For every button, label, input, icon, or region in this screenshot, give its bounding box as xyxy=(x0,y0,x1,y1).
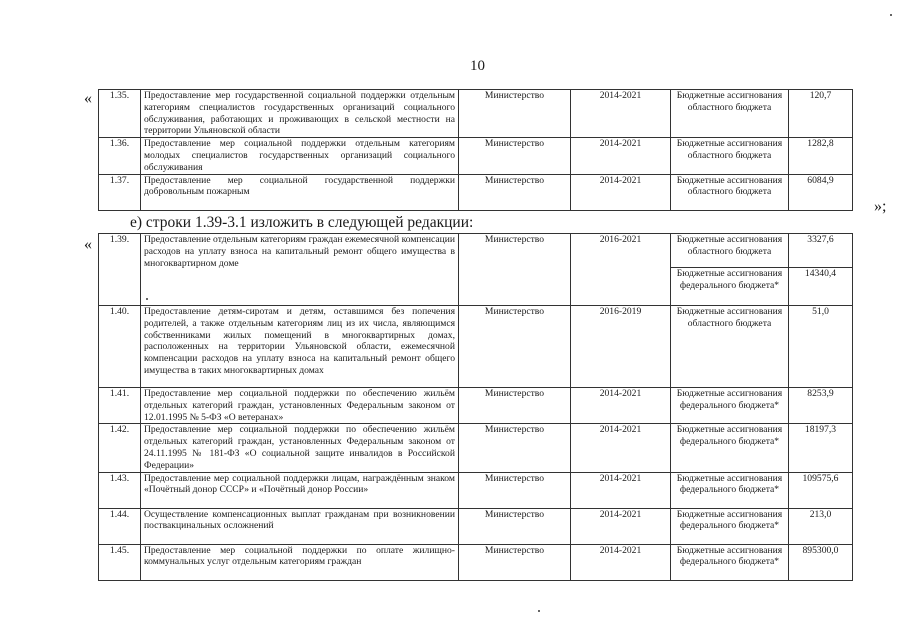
responsible-body: Министерство xyxy=(459,508,571,544)
funding-source: Бюджетные ассигнования федерального бюджета* xyxy=(671,544,789,580)
table-row xyxy=(99,138,853,174)
row-number: 1.37. xyxy=(99,174,141,210)
funding-amount: 1282,8 xyxy=(789,138,853,174)
implementation-years: 2014-2021 xyxy=(571,424,671,472)
funding-source: Бюджетные ассигнования федерального бюджета* xyxy=(671,388,789,424)
funding-source: Бюджетные ассигнования областного бюджета xyxy=(671,234,789,268)
responsible-body: Министерство xyxy=(459,472,571,508)
responsible-body: Министерство xyxy=(459,306,571,388)
implementation-years: 2016-2019 xyxy=(571,306,671,388)
responsible-body: Министерство xyxy=(459,174,571,210)
measure-name: Предоставление мер социальной поддержки отдельным категориям молодых специалистов государственных организаций социального обслуживания xyxy=(141,138,459,174)
table-row xyxy=(99,424,853,472)
measure-name: Предоставление мер государственной социальной поддержки отдельным категориям специалистов государственных организаций социального обслуживания, работающих и проживающих в сельской местности на территории Ульяновской области xyxy=(141,90,459,138)
measure-name: Предоставление мер социальной поддержки лицам, награждённым знаком «Почётный донор СССР» и «Почётный донор России» xyxy=(141,472,459,508)
funding-amount: 18197,3 xyxy=(789,424,853,472)
funding-source: Бюджетные ассигнования областного бюджета xyxy=(671,306,789,388)
measure-name: Предоставление мер социальной государственной поддержки добровольным пожарным xyxy=(141,174,459,210)
table-row xyxy=(99,174,853,210)
responsible-body: Министерство xyxy=(459,388,571,424)
table-row xyxy=(99,508,853,544)
programme-table-top xyxy=(98,89,853,211)
implementation-years: 2014-2021 xyxy=(571,544,671,580)
funding-amount: 120,7 xyxy=(789,90,853,138)
row-number: 1.40. xyxy=(99,306,141,388)
table-row xyxy=(99,306,853,388)
table-row xyxy=(99,90,853,138)
table-row xyxy=(99,234,853,268)
table-row xyxy=(99,544,853,580)
funding-amount: 3327,6 xyxy=(789,234,853,268)
implementation-years: 2014-2021 xyxy=(571,174,671,210)
funding-source: Бюджетные ассигнования федерального бюджета* xyxy=(671,424,789,472)
funding-source: Бюджетные ассигнования федерального бюджета* xyxy=(671,508,789,544)
close-quote: »; xyxy=(874,198,887,215)
responsible-body: Министерство xyxy=(459,544,571,580)
row-number: 1.45. xyxy=(99,544,141,580)
table-row xyxy=(99,472,853,508)
page-number: 10 xyxy=(470,58,485,74)
funding-source: Бюджетные ассигнования областного бюджета xyxy=(671,174,789,210)
funding-amount: 14340,4 xyxy=(789,268,853,306)
table-row xyxy=(99,388,853,424)
measure-name: Предоставление детям-сиротам и детям, оставшимся без попечения родителей, а также отдельным категориям лиц из их числа, являющимся собственниками жилых помещений в многоквартирных домах, расположенных на территории Ульяновской области, ежемесячной компенсации расходов на уплату взноса на капитальный ремонт общего имущества в таких многоквартирных домах xyxy=(141,306,459,388)
funding-amount: 109575,6 xyxy=(789,472,853,508)
speck xyxy=(538,610,540,612)
programme-table-bottom xyxy=(98,233,853,581)
funding-amount: 213,0 xyxy=(789,508,853,544)
implementation-years: 2016-2021 xyxy=(571,234,671,306)
implementation-years: 2014-2021 xyxy=(571,138,671,174)
responsible-body: Министерство xyxy=(459,424,571,472)
row-number: 1.42. xyxy=(99,424,141,472)
implementation-years: 2014-2021 xyxy=(571,388,671,424)
speck xyxy=(146,298,148,300)
funding-source: Бюджетные ассигнования областного бюджета xyxy=(671,138,789,174)
funding-amount: 8253,9 xyxy=(789,388,853,424)
measure-name: Предоставление мер социальной поддержки по обеспечению жильём отдельных категорий граждан, установленных Федеральным законом от 12.01.1995 № 5-ФЗ «О ветеранах» xyxy=(141,388,459,424)
row-number: 1.41. xyxy=(99,388,141,424)
measure-name: Предоставление мер социальной поддержки по оплате жилищно-коммунальных услуг отдельным категориям граждан xyxy=(141,544,459,580)
implementation-years: 2014-2021 xyxy=(571,90,671,138)
row-number: 1.39. xyxy=(99,234,141,306)
row-number: 1.36. xyxy=(99,138,141,174)
funding-amount: 51,0 xyxy=(789,306,853,388)
measure-name: Предоставление мер социальной поддержки по обеспечению жильём отдельных категорий граждан, установленных Федеральным законом от 24.11.1995 № 181-ФЗ «О социальной защите инвалидов в Российской Федерации» xyxy=(141,424,459,472)
responsible-body: Министерство xyxy=(459,138,571,174)
responsible-body: Министерство xyxy=(459,234,571,306)
instruction-text: е) строки 1.39-3.1 изложить в следующей редакции: xyxy=(130,214,474,231)
row-number: 1.35. xyxy=(99,90,141,138)
implementation-years: 2014-2021 xyxy=(571,472,671,508)
row-number: 1.44. xyxy=(99,508,141,544)
funding-source: Бюджетные ассигнования областного бюджета xyxy=(671,90,789,138)
open-quote-2: « xyxy=(84,236,92,253)
open-quote-1: « xyxy=(84,90,92,107)
funding-amount: 6084,9 xyxy=(789,174,853,210)
funding-source: Бюджетные ассигнования федерального бюджета* xyxy=(671,268,789,306)
implementation-years: 2014-2021 xyxy=(571,508,671,544)
funding-amount: 895300,0 xyxy=(789,544,853,580)
measure-name: Осуществление компенсационных выплат гражданам при возникновении поствакцинальных осложнений xyxy=(141,508,459,544)
responsible-body: Министерство xyxy=(459,90,571,138)
speck xyxy=(890,14,892,16)
funding-source: Бюджетные ассигнования федерального бюджета* xyxy=(671,472,789,508)
row-number: 1.43. xyxy=(99,472,141,508)
measure-name: Предоставление отдельным категориям граждан ежемесячной компенсации расходов на уплату взноса на капитальный ремонт общего имущества в многоквартирном доме xyxy=(141,234,459,306)
